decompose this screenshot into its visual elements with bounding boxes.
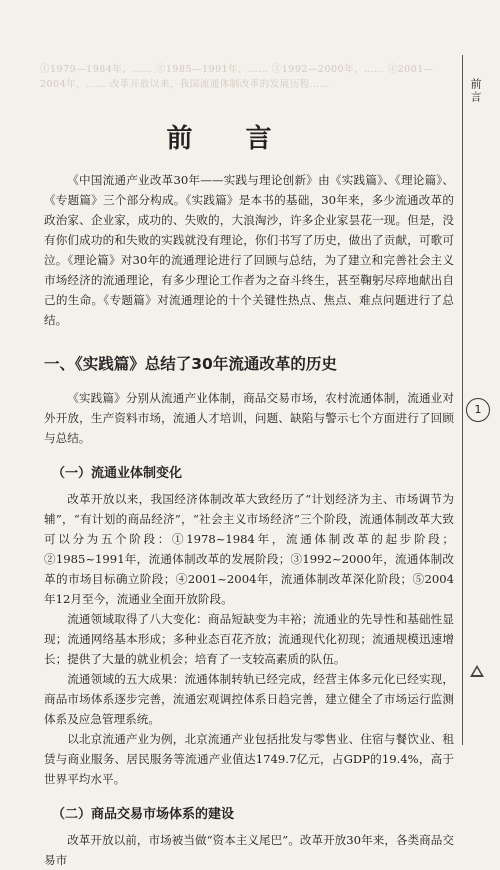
subsection1-paragraph-2: 流通领域取得了八大变化：商品短缺变为丰裕；流通业的先导性和基础性显现；流通网络基本形成；多种业态百花齐放；流通现代化初现；流通规模迅速增长；提供了大量的就业机会；培育了一支较高素质的队伍。 <box>44 612 454 666</box>
subsection1-paragraph-4: 以北京流通产业为例，北京流通产业包括批发与零售业、住宿与餐饮业、租赁与商业服务、居民服务等流通产业值达1749.7亿元，占GDP的19.4%，高于世界平均水平。 <box>44 732 454 786</box>
subsection1-paragraph-3: 流通领域的五大成果：流通体制转轨已经完成，经营主体多元化已经实现，商品市场体系逐步完善，流通宏观调控体系日趋完善，建立健全了市场运行监测体系及应急管理系统。 <box>44 672 454 726</box>
subsection-heading-1: （一）流通业体制变化 <box>52 466 183 481</box>
page-number: 1 <box>466 398 490 422</box>
intro-paragraph: 《中国流通产业改革30年——实践与理论创新》由《实践篇》、《理论篇》、《专题篇》三个部分构成。《实践篇》是本书的基础，30年来，多少流通改革的政治家、企业家，成功的、失败的，大浪淘沙，许多企业家昙花一现。但是，没有你们成功的和失败的实践就没有理论，你们书写了历史，做出了贡献，可歌可泣。《理论篇》对30年的流通理论进行了回顾与总结，为了建立和完善社会主义市场经济的流通理论，有多少理论工作者为之奋斗终生，甚至鞠躬尽瘁地献出自己的生命。《专题篇》对流通理论的十个关键性热点、焦点、难点问题进行了总结。 <box>44 173 454 327</box>
subsection1-paragraph-1: 改革开放以来，我国经济体制改革大致经历了“计划经济为主、市场调节为辅”，“有计划的商品经济”，“社会主义市场经济”三个阶段，流通体制改革大致可以分为五个阶段：①1978~1984年，流通体制改革的起步阶段；②1985~1991年，流通体制改革的发展阶段；③1992~2000年，流通体制改革的市场目标确立阶段；④2001~2004年，流通体制改革深化阶段；⑤2004年12月至今，流通业全面开放阶段。 <box>44 492 454 606</box>
triangle-marker-icon <box>470 665 484 677</box>
section1-paragraph: 《实践篇》分别从流通产业体制，商品交易市场，农村流通体制，流通业对外开放，生产资料市场，流通人才培训，问题、缺陷与警示七个方面进行了回顾与总结。 <box>44 391 454 445</box>
section-heading-1: 一、《实践篇》总结了30年流通改革的历史 <box>44 355 337 373</box>
subsection2-paragraph-1: 改革开放以前，市场被当做“资本主义尾巴”。改革开放30年来，各类商品交易市 <box>44 833 454 867</box>
page-title: 前 言 <box>166 124 294 154</box>
subsection-heading-2: （二）商品交易市场体系的建设 <box>52 807 235 822</box>
margin-rule <box>462 55 463 745</box>
body-text <box>44 170 454 870</box>
running-header: 前言 <box>469 78 482 104</box>
bleed-through-text: ①1979—1984年，…… ②1985—1991年，…… ③1992—2000年，…… ④2001—2004年，…… 改革开放以来，我国流通体制改革的发展历程…… <box>40 64 434 90</box>
